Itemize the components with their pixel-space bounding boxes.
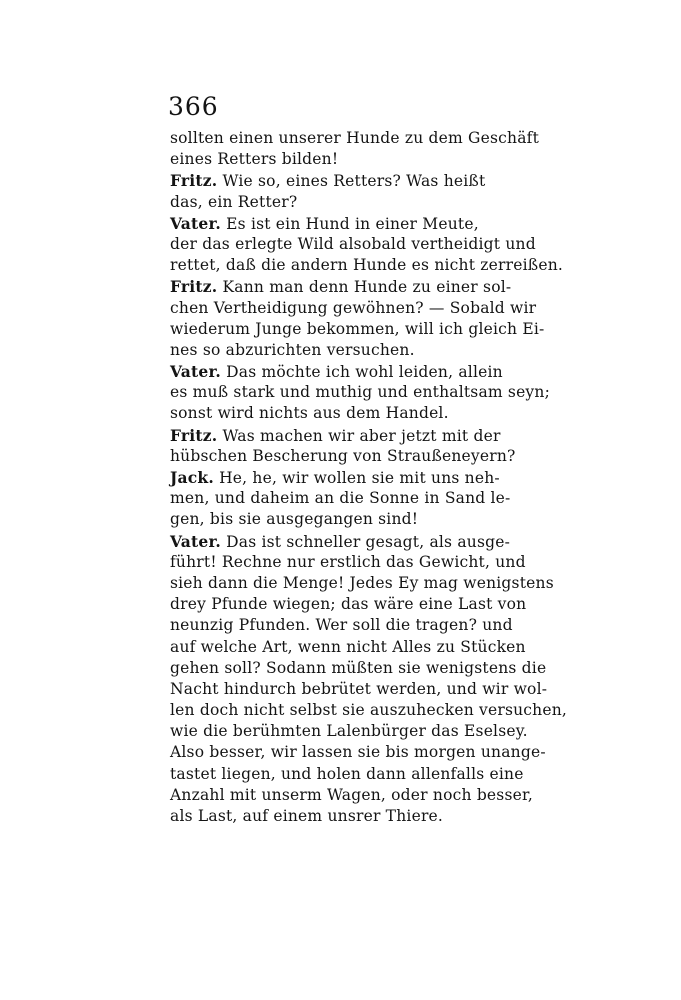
- text-line: [170, 298, 537, 319]
- text-line: [170, 806, 530, 827]
- text-line: [170, 764, 530, 785]
- speaker-label: Fritz.: [170, 425, 218, 445]
- line-text: wiederum Junge bekommen, will ich gleich Ei-: [170, 319, 545, 338]
- line-text: hübschen Bescherung von Straußeneyern?: [170, 446, 516, 465]
- speaker-label: Vater.: [170, 213, 222, 233]
- text-line: [170, 637, 530, 658]
- text-line: [170, 192, 530, 213]
- line-text: tastet liegen, und holen dann allenfalls eine: [170, 764, 524, 783]
- text-line: [170, 319, 545, 340]
- speaker-label: Vater.: [170, 531, 222, 551]
- speaker-label: Fritz.: [170, 277, 218, 297]
- line-text: gehen soll? Sodann müßten sie wenigstens die: [170, 658, 547, 677]
- text-line: [170, 700, 568, 721]
- text-line: [170, 531, 530, 552]
- text-line: [170, 467, 530, 488]
- line-text: gen, bis sie ausgegangen sind!: [170, 510, 419, 529]
- text-line: [170, 658, 547, 679]
- line-text: men, und daheim an die Sonne in Sand le-: [170, 489, 511, 508]
- speaker-label: Jack.: [170, 468, 214, 487]
- line-text: Das ist schneller gesagt, als ausge-: [221, 532, 511, 551]
- line-text: auf welche Art, wenn nicht Alles zu Stücken: [170, 637, 526, 656]
- line-text: sollten einen unserer Hunde zu dem Geschäft: [170, 129, 539, 147]
- line-text: Also besser, wir lassen sie bis morgen unange-: [170, 743, 546, 762]
- text-line: [170, 742, 546, 763]
- text-line: [170, 255, 563, 276]
- line-text: Kann man denn Hunde zu einer sol-: [217, 278, 512, 297]
- line-text: len doch nicht selbst sie auszuhecken versuchen,: [170, 701, 568, 720]
- text-body: [170, 128, 568, 827]
- text-line: [170, 573, 554, 594]
- line-text: als Last, auf einem unsrer Thiere.: [170, 807, 444, 825]
- line-text: Das möchte ich wohl leiden, allein: [221, 363, 503, 382]
- text-line: [170, 170, 530, 191]
- line-text: neunzig Pfunden. Wer soll die tragen? und: [170, 616, 513, 635]
- text-line: [170, 594, 530, 615]
- text-line: [170, 382, 550, 403]
- line-text: Was machen wir aber jetzt mit der: [217, 426, 501, 445]
- line-text: sonst wird nichts aus dem Handel.: [170, 404, 449, 423]
- line-text: nes so abzurichten versuchen.: [170, 340, 415, 359]
- text-line: [170, 552, 530, 573]
- line-text: eines Retters bilden!: [170, 150, 339, 169]
- line-text: drey Pfunde wiegen; das wäre eine Last von: [170, 595, 527, 614]
- line-text: He, he, wir wollen sie mit uns neh-: [213, 469, 500, 487]
- text-line: [170, 509, 530, 530]
- text-line: [170, 234, 536, 255]
- text-line: [170, 403, 530, 424]
- text-line: [170, 213, 530, 234]
- line-text: Wie so, eines Retters? Was heißt: [217, 172, 486, 191]
- text-line: [170, 721, 530, 742]
- text-line: [170, 128, 539, 149]
- text-line: [170, 785, 534, 806]
- line-text: es muß stark und muthig und enthaltsam seyn;: [170, 383, 550, 402]
- line-text: führt! Rechne nur erstlich das Gewicht, und: [170, 552, 526, 571]
- text-line: [170, 425, 530, 446]
- text-line: [170, 276, 530, 297]
- text-line: [170, 679, 548, 700]
- line-text: chen Vertheidigung gewöhnen? — Sobald wir: [170, 298, 537, 317]
- text-line: [170, 361, 530, 382]
- line-text: Anzahl mit unserm Wagen, oder noch besser,: [170, 785, 534, 804]
- line-text: wie die berühmten Lalenbürger das Eselsey.: [170, 722, 528, 741]
- text-line: [170, 615, 530, 636]
- text-line: [170, 446, 530, 467]
- text-line: [170, 340, 530, 361]
- line-text: rettet, daß die andern Hunde es nicht zerreißen.: [170, 256, 563, 275]
- line-text: das, ein Retter?: [170, 192, 298, 211]
- text-line: [170, 149, 530, 170]
- speaker-label: Vater.: [170, 362, 222, 382]
- line-text: sieh dann die Menge! Jedes Ey mag wenigstens: [170, 573, 554, 592]
- text-line: [170, 488, 530, 509]
- line-text: der das erlegte Wild alsobald vertheidigt und: [170, 234, 536, 253]
- line-text: Nacht hindurch bebrütet werden, und wir wol-: [170, 679, 548, 698]
- page-number: 366: [168, 92, 219, 121]
- line-text: Es ist ein Hund in einer Meute,: [221, 214, 479, 233]
- speaker-label: Fritz.: [170, 171, 218, 191]
